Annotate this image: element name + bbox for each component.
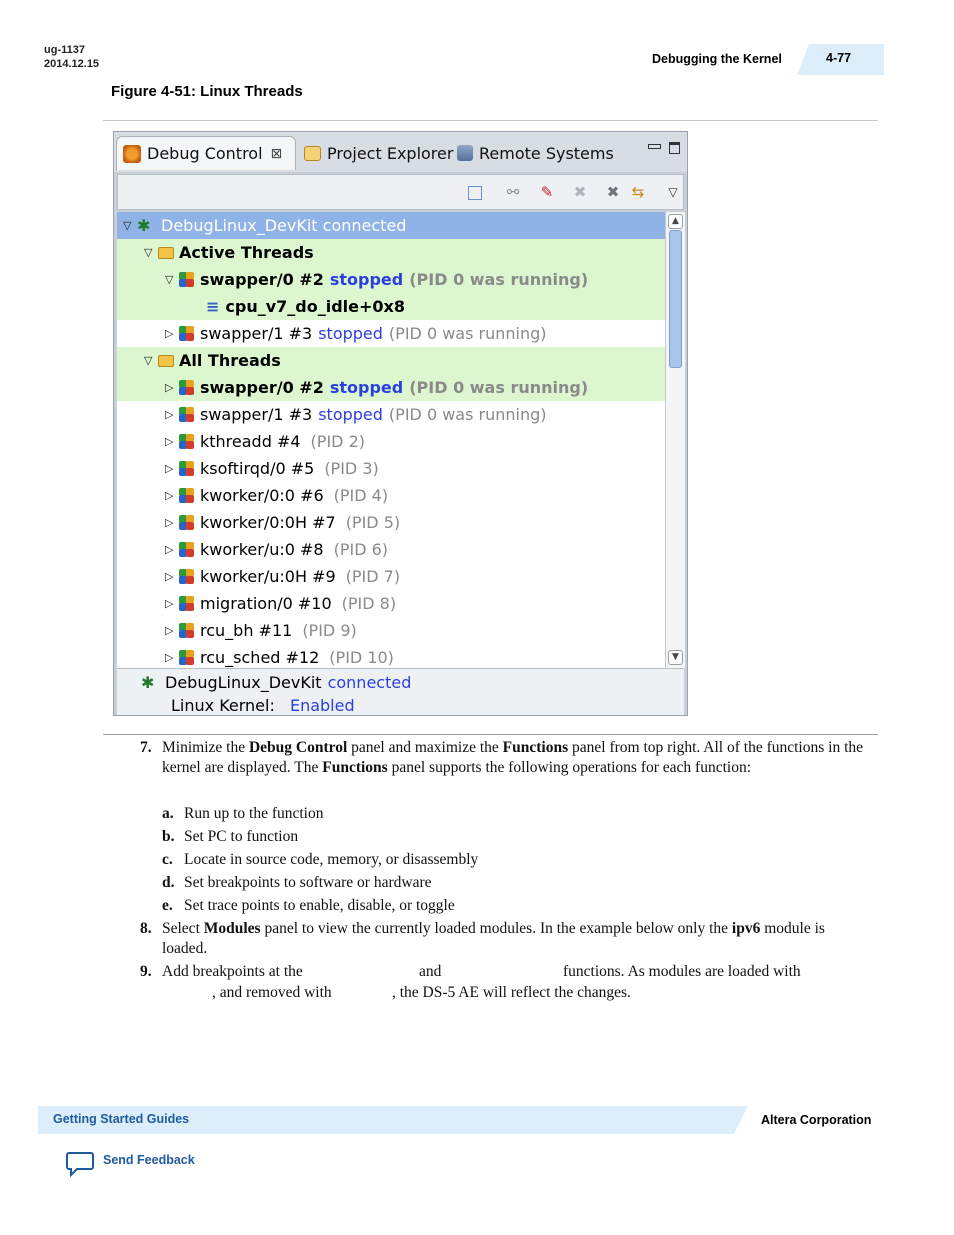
substep-text: Set breakpoints to software or hardware [184,874,432,891]
thread-status: stopped [318,405,383,424]
thread-row[interactable] [117,482,665,509]
scroll-thumb[interactable] [669,230,682,368]
thread-pid: (PID 8) [341,594,397,613]
collapsed-triangle-icon[interactable]: ▷ [165,489,174,502]
substep-letter: e. [162,897,173,914]
scroll-up-icon[interactable]: ▲ [668,214,683,229]
collapsed-triangle-icon[interactable]: ▷ [165,624,174,637]
tree-item-label: swapper/0 #2 [200,378,324,397]
debug-bug-icon [123,145,141,163]
maximize-icon[interactable] [669,142,680,154]
thread-status: stopped [329,270,404,289]
tree-item-label: DebugLinux_DevKit connected [161,216,407,235]
thread-status: stopped [329,378,404,397]
thread-status: stopped [318,324,383,343]
step-8-text: Select Modules panel to view the currently loaded modules. In the example below only the ipv6 module is loaded. [162,920,825,957]
debug-tree [117,212,665,668]
stack-frame-icon: ≡ [206,297,220,316]
tree-item-label: cpu_v7_do_idle+0x8 [225,297,406,316]
view-toolbar [117,174,684,210]
collapsed-triangle-icon[interactable]: ▷ [165,408,174,421]
collapsed-triangle-icon[interactable]: ▷ [165,381,174,394]
thread-icon [179,515,195,531]
feedback-speech-bubble-icon[interactable] [66,1151,94,1177]
thread-row[interactable] [117,536,665,563]
thread-icon [179,380,195,396]
substep-letter: d. [162,874,175,891]
status-target-state: connected [327,673,412,692]
tab-label: Debug Control [147,144,263,163]
debug-control-panel [113,131,688,716]
thread-row[interactable] [117,455,665,482]
step-icon[interactable]: ⇆ [631,183,645,201]
collapsed-triangle-icon[interactable]: ▷ [165,327,174,340]
close-icon[interactable]: ⊠ [270,145,283,162]
collapsed-triangle-icon[interactable]: ▷ [165,462,174,475]
expanded-triangle-icon[interactable]: ▽ [165,273,174,286]
expanded-triangle-icon[interactable]: ▽ [123,219,132,232]
tree-item-label: swapper/1 #3 [200,405,313,424]
thread-row[interactable] [117,401,665,428]
disconnect-icon[interactable]: ✎ [540,183,554,201]
substep-text: Locate in source code, memory, or disassembly [184,851,479,868]
thread-pid: (PID 0 was running) [409,378,589,397]
tree-folder-row[interactable] [117,347,665,374]
thread-icon [179,407,195,423]
collapsed-triangle-icon[interactable]: ▷ [165,651,174,664]
doc-id-block [44,43,99,71]
kernel-state: Enabled [289,696,355,715]
kernel-label: Linux Kernel: [171,696,275,715]
substep-letter: c. [162,851,173,868]
expanded-triangle-icon[interactable]: ▽ [144,354,153,367]
thread-pid: (PID 7) [345,567,401,586]
thread-row[interactable] [117,320,665,347]
tab-debug-control[interactable] [116,136,296,170]
thread-pid: (PID 0 was running) [388,324,547,343]
substep-text: Set trace points to enable, disable, or toggle [184,897,455,914]
folder-icon [158,247,174,259]
tree-item-label: ksoftirqd/0 #5 [200,459,315,478]
thread-icon [179,596,195,612]
target-turtle-icon: ✱ [141,672,155,692]
step-7-text: Minimize the Debug Control panel and maximize the Functions panel from top right. All of the functions in the kernel are displayed. The Functions panel supports the following operations for each function: [162,739,864,776]
thread-pid: (PID 3) [324,459,379,478]
thread-row[interactable] [117,590,665,617]
status-kernel-line [171,696,355,715]
tree-folder-row[interactable] [117,239,665,266]
thread-icon [179,434,195,450]
tree-item-label: kworker/u:0H #9 [200,567,336,586]
target-row[interactable] [117,212,665,239]
tree-item-label: kthreadd #4 [200,432,301,451]
thread-pid: (PID 0 was running) [388,405,547,424]
status-target-line [141,673,411,692]
remove-icon[interactable]: ✖ [573,183,587,201]
thread-pid: (PID 2) [310,432,365,451]
substep-letter: b. [162,828,175,845]
doc-id: ug-1137 [44,44,85,56]
thread-row[interactable] [117,563,665,590]
send-feedback-link[interactable]: Send Feedback [103,1153,195,1167]
step-9-text-d: , and removed with [212,984,332,1001]
remove-all-icon[interactable]: ✖ [606,183,620,201]
target-turtle-icon: ✱ [137,215,151,235]
collapsed-triangle-icon[interactable]: ▷ [165,570,174,583]
connection-status [117,668,684,715]
figure-bottom-rule [103,734,878,735]
tab-project-explorer[interactable] [304,136,453,170]
doc-date: 2014.12.15 [44,58,100,70]
stack-frame-row[interactable] [117,293,665,320]
tab-label: Project Explorer [327,143,454,163]
thread-row[interactable] [117,374,665,401]
step-9-text-a: Add breakpoints at the [162,963,303,980]
thread-icon [179,488,195,504]
tree-item-label: rcu_sched #12 [200,648,320,667]
footer-company: Altera Corporation [761,1113,872,1127]
minimize-icon[interactable] [648,144,661,149]
status-target-name: DebugLinux_DevKit [165,673,322,692]
step-9-text-b: and [419,963,442,980]
project-folder-icon [304,146,321,161]
tree-item-label: rcu_bh #11 [200,621,293,640]
substep-letter: a. [162,805,174,822]
step-9-text-e: , the DS-5 AE will reflect the changes. [392,984,631,1001]
tree-item-label: swapper/1 #3 [200,324,313,343]
tree-item-label: kworker/u:0 #8 [200,540,324,559]
scroll-down-icon[interactable]: ▼ [668,650,683,665]
tree-item-label: swapper/0 #2 [200,270,324,289]
thread-pid: (PID 4) [333,486,389,505]
tree-item-label: Active Threads [179,243,314,262]
thread-icon [179,461,195,477]
thread-pid: (PID 10) [329,648,394,667]
remote-systems-icon [457,145,473,161]
expanded-triangle-icon[interactable]: ▽ [144,246,153,259]
thread-row[interactable] [117,644,665,668]
substep-text: Set PC to function [184,828,299,845]
folder-icon [158,355,174,367]
collapsed-triangle-icon[interactable]: ▷ [165,597,174,610]
thread-icon [179,650,195,666]
step-9-number: 9. [140,963,152,980]
tree-item-label: kworker/0:0H #7 [200,513,336,532]
thread-pid: (PID 0 was running) [409,270,589,289]
vertical-scrollbar[interactable] [665,212,685,668]
thread-icon [179,326,195,342]
view-tab-bar [114,132,687,172]
collapsed-triangle-icon[interactable]: ▷ [165,516,174,529]
footer-guide-link[interactable]: Getting Started Guides [53,1112,190,1126]
tree-item-label: kworker/0:0 #6 [200,486,324,505]
thread-pid: (PID 9) [302,621,357,640]
step-8-number: 8. [140,920,152,937]
step-9-text-c: functions. As modules are loaded with [563,963,801,980]
tree-item-label: All Threads [179,351,281,370]
thread-pid: (PID 6) [333,540,389,559]
thread-icon [179,623,195,639]
substep-text: Run up to the function [184,805,324,822]
thread-row[interactable] [117,428,665,455]
thread-icon [179,272,195,288]
page-number: 4-77 [826,51,852,65]
collapsed-triangle-icon[interactable]: ▷ [165,435,174,448]
figure-title: Figure 4-51: Linux Threads [111,83,303,100]
view-menu-chevron-down-icon[interactable]: ▽ [668,185,678,199]
thread-icon [179,542,195,558]
connect-icon[interactable]: ⚯ [506,183,520,201]
thread-icon [179,569,195,585]
tab-label: Remote Systems [479,143,614,163]
thread-row[interactable] [117,617,665,644]
step-7-number: 7. [140,739,152,756]
thread-row[interactable] [117,266,665,293]
thread-pid: (PID 5) [345,513,401,532]
collapsed-triangle-icon[interactable]: ▷ [165,543,174,556]
tree-item-label: migration/0 #10 [200,594,332,613]
figure-top-rule [103,120,878,121]
thread-row[interactable] [117,509,665,536]
tab-remote-systems[interactable] [457,136,614,170]
section-title: Debugging the Kernel [652,52,782,66]
collapse-all-icon[interactable] [468,186,482,200]
